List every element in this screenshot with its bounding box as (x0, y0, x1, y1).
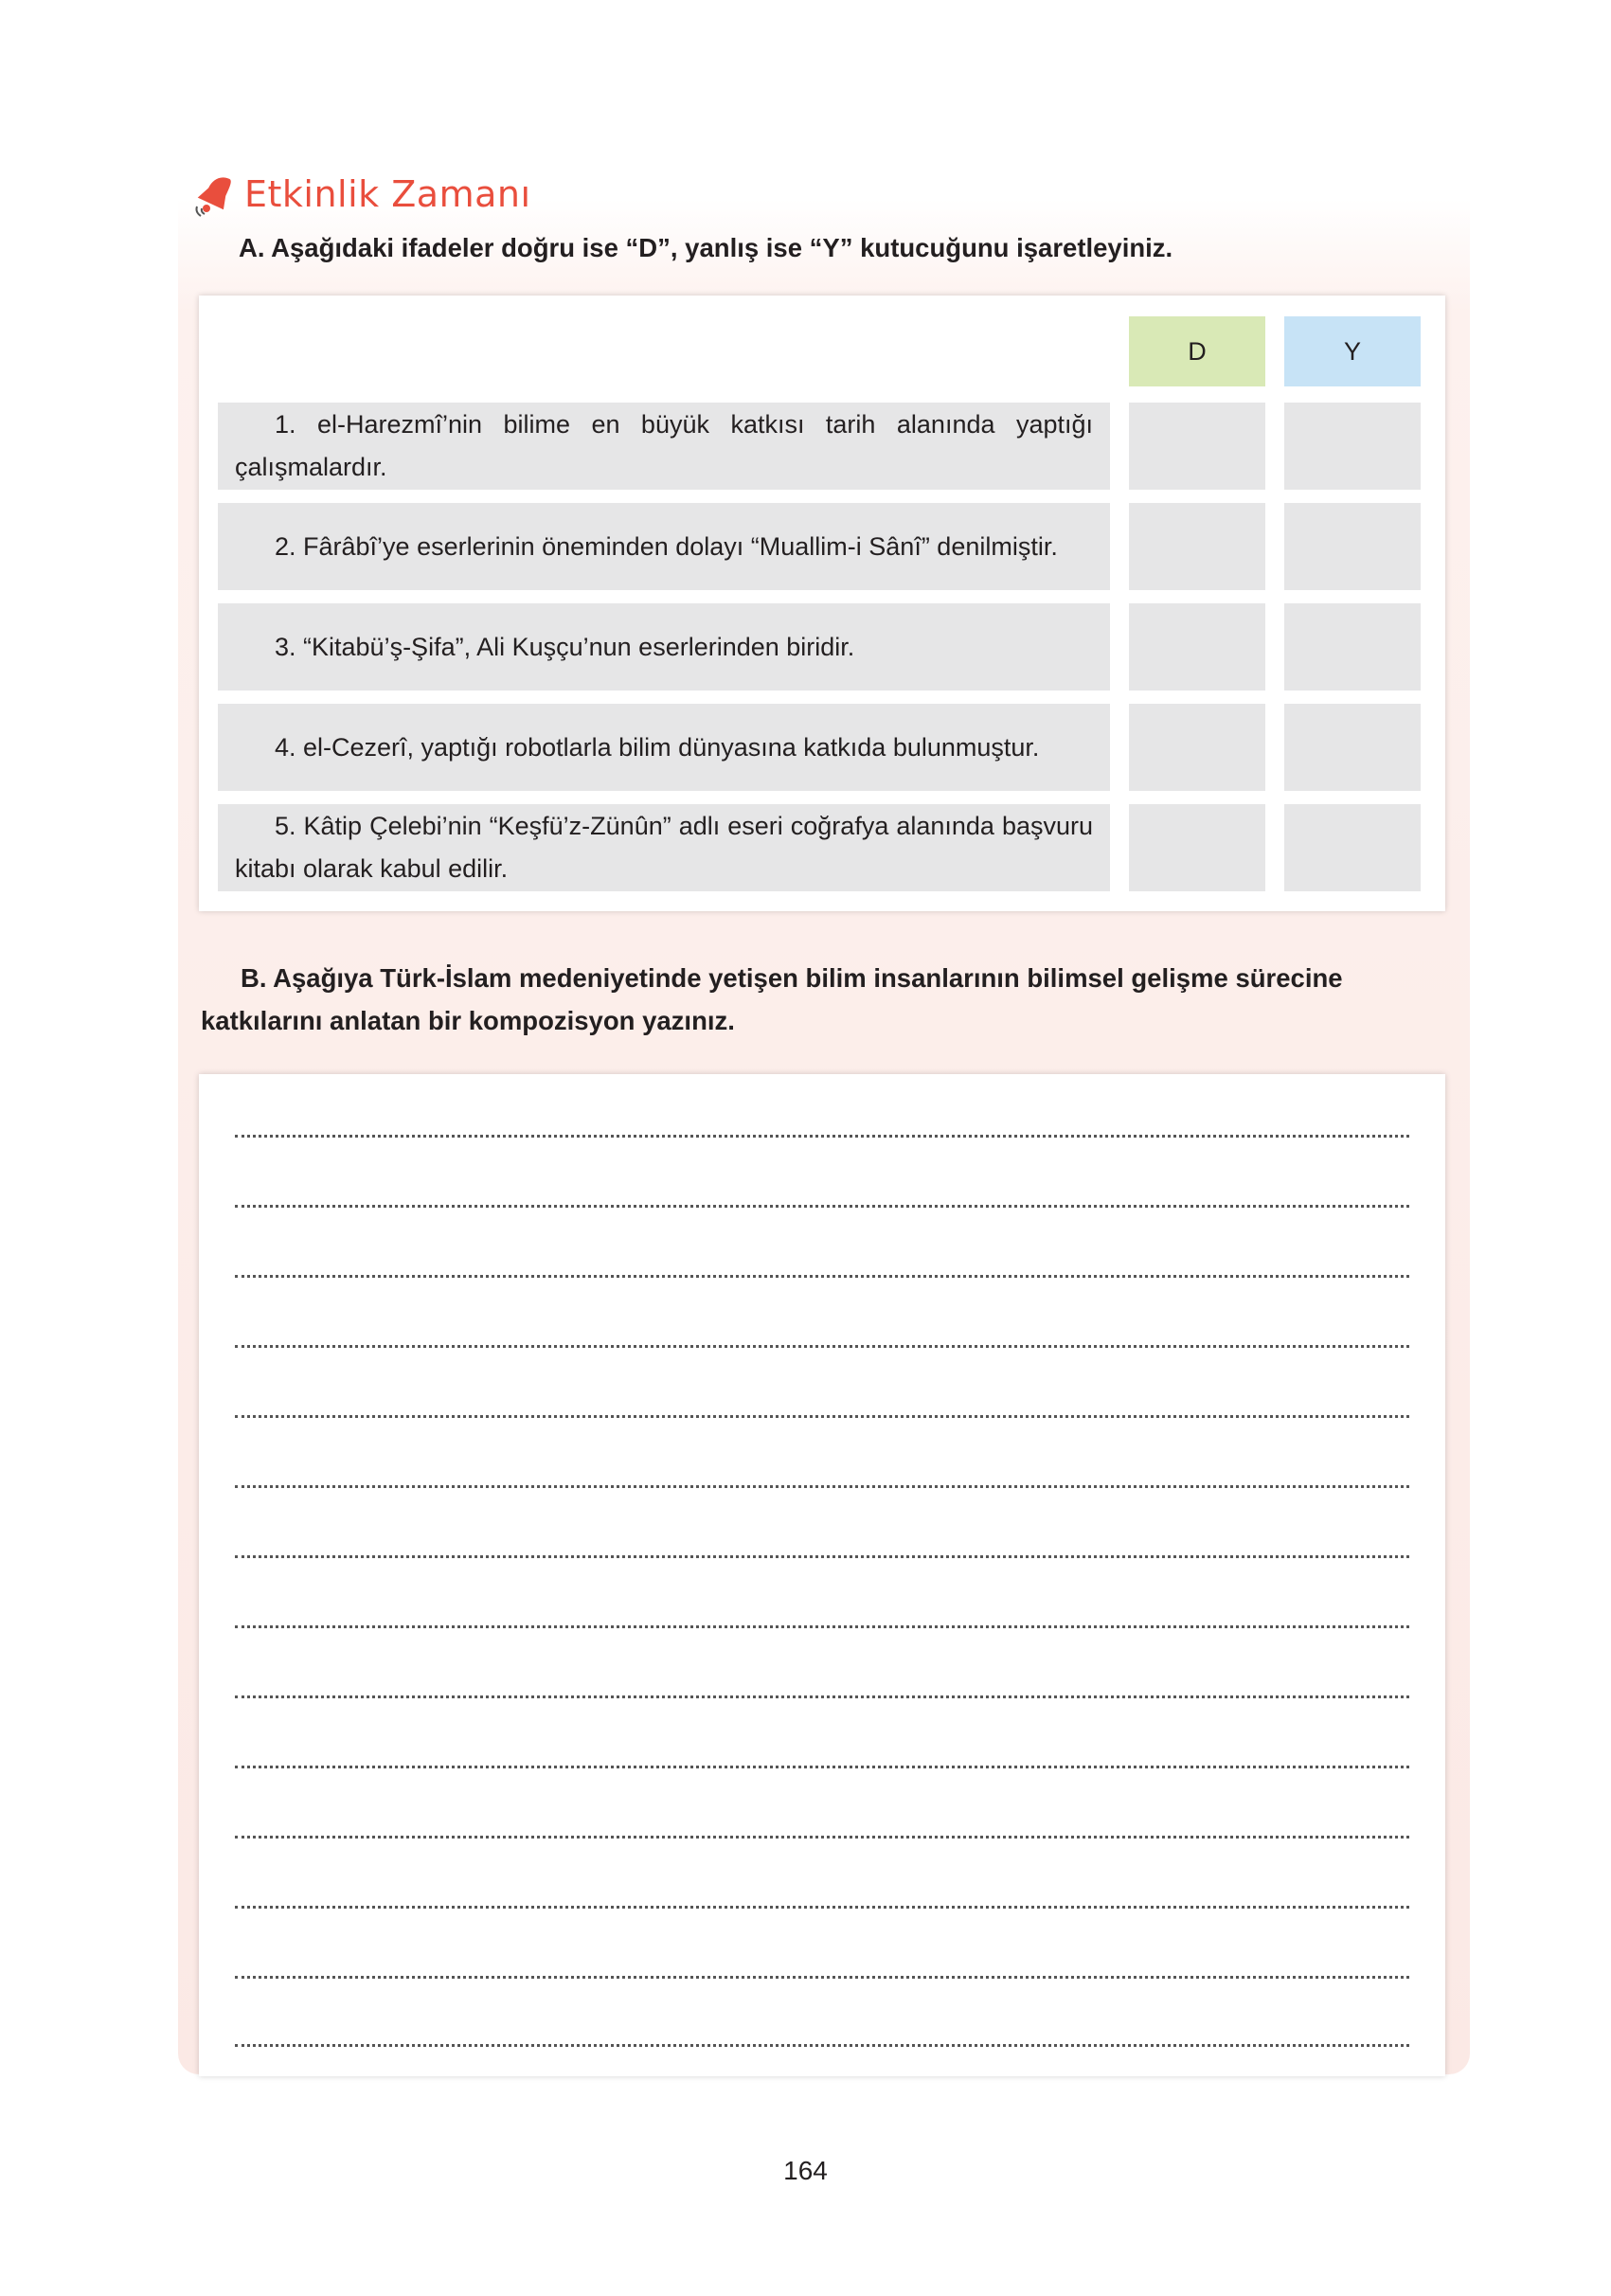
statement-2: 2. Fârâbî’ye eserlerinin öneminden dolayı “Muallim-i Sânî” denilmiştir. (218, 503, 1110, 590)
false-checkbox-1[interactable] (1284, 403, 1421, 490)
section-a-instruction: A. Aşağıdaki ifadeler doğru ise “D”, yanlış ise “Y” kutucuğunu işaretleyiniz. (239, 233, 1173, 262)
writing-line[interactable] (235, 1415, 1409, 1418)
true-checkbox-2[interactable] (1129, 503, 1265, 590)
writing-line[interactable] (235, 1836, 1409, 1839)
statement-1: 1. el-Harezmî’nin bilime en büyük katkısı tarih alanında yaptığı çalışmalardır. (218, 403, 1110, 490)
statement-3: 3. “Kitabü’ş-Şifa”, Ali Kuşçu’nun eserlerinden biridir. (218, 603, 1110, 691)
statement-5: 5. Kâtip Çelebi’nin “Keşfü’z-Zünûn” adlı eseri coğrafya alanında başvuru kitabı olarak kabul edilir. (218, 804, 1110, 891)
column-header-true: D (1129, 316, 1265, 386)
writing-line[interactable] (235, 1906, 1409, 1909)
writing-line[interactable] (235, 1976, 1409, 1979)
true-checkbox-3[interactable] (1129, 603, 1265, 691)
bell-icon (193, 170, 237, 218)
statement-4: 4. el-Cezerî, yaptığı robotlarla bilim dünyasına katkıda bulunmuştur. (218, 704, 1110, 791)
page-number: 164 (783, 2156, 828, 2185)
false-checkbox-3[interactable] (1284, 603, 1421, 691)
writing-line[interactable] (235, 1205, 1409, 1208)
writing-line[interactable] (235, 1485, 1409, 1488)
writing-line[interactable] (235, 1135, 1409, 1138)
writing-line[interactable] (235, 1695, 1409, 1698)
false-checkbox-5[interactable] (1284, 804, 1421, 891)
writing-line[interactable] (235, 1275, 1409, 1278)
true-checkbox-1[interactable] (1129, 403, 1265, 490)
writing-line[interactable] (235, 1766, 1409, 1768)
activity-title: Etkinlik Zamanı (244, 173, 531, 215)
column-header-false: Y (1284, 316, 1421, 386)
false-checkbox-2[interactable] (1284, 503, 1421, 590)
true-checkbox-5[interactable] (1129, 804, 1265, 891)
true-false-table (199, 296, 1445, 911)
writing-line[interactable] (235, 2044, 1409, 2047)
writing-line[interactable] (235, 1625, 1409, 1628)
true-checkbox-4[interactable] (1129, 704, 1265, 791)
section-b-instruction: B. Aşağıya Türk-İslam medeniyetinde yetişen bilim insanlarının bilimsel gelişme sürecine katkılarını anlatan bir kompozisyon yazınız. (201, 963, 1343, 1035)
writing-line[interactable] (235, 1555, 1409, 1558)
false-checkbox-4[interactable] (1284, 704, 1421, 791)
activity-header (193, 166, 531, 223)
composition-writing-area[interactable] (199, 1074, 1445, 2076)
writing-line[interactable] (235, 1345, 1409, 1348)
